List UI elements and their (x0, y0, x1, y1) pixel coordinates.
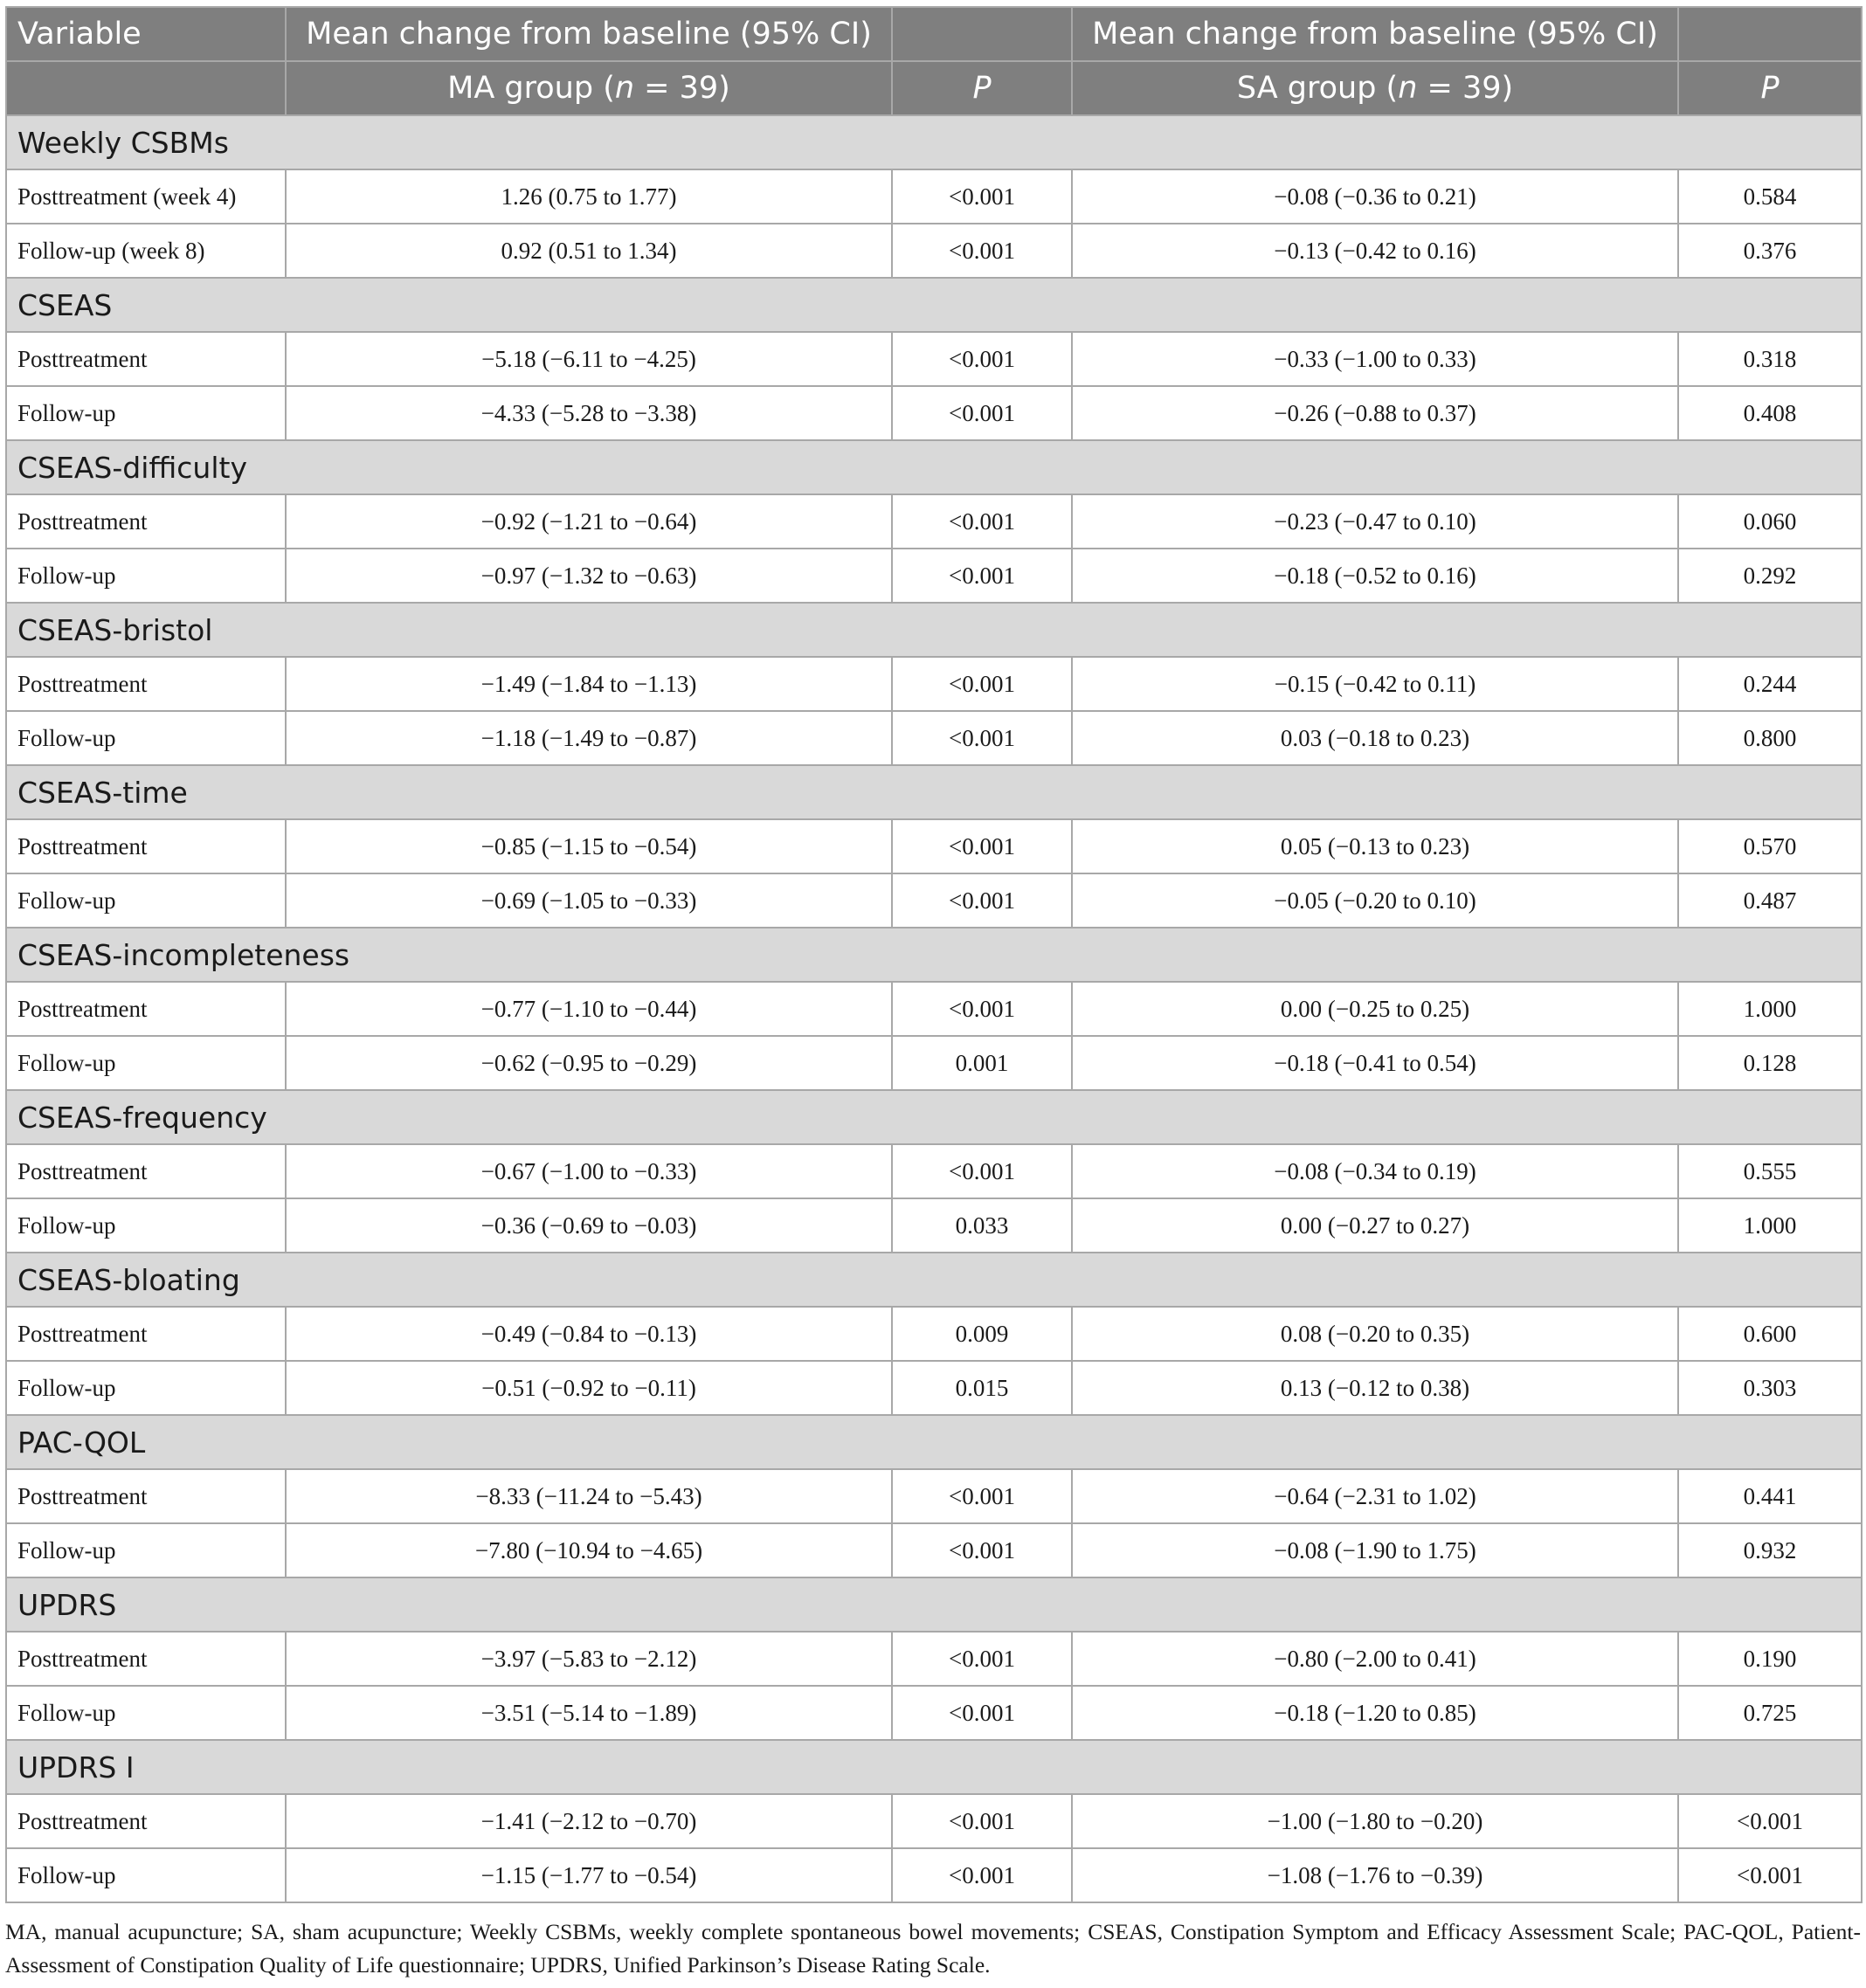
row-label: Posttreatment (6, 1632, 286, 1686)
ma-mean-change-cell: 1.26 (0.75 to 1.77) (286, 169, 892, 224)
sa-p-label: P (1760, 71, 1780, 106)
table-row (6, 1307, 1862, 1361)
ma-p-value-cell: <0.001 (892, 1848, 1072, 1902)
table-row (6, 873, 1862, 928)
row-label: Follow-up (6, 549, 286, 603)
row-label: Posttreatment (6, 1307, 286, 1361)
section-title: PAC-QOL (6, 1415, 1862, 1469)
ma-p-value-cell: <0.001 (892, 1686, 1072, 1740)
ma-p-label: P (972, 71, 992, 106)
sa-mean-change-cell: −0.18 (−1.20 to 0.85) (1072, 1686, 1678, 1740)
row-label: Posttreatment (6, 1469, 286, 1523)
sa-group-header (1072, 61, 1678, 115)
table-row (6, 1686, 1862, 1740)
ma-group-header (286, 61, 892, 115)
sa-mean-change-cell: 0.05 (−0.13 to 0.23) (1072, 819, 1678, 873)
section-row (6, 603, 1862, 657)
sa-p-value-cell: 0.800 (1678, 711, 1862, 765)
ma-mean-change-cell: −0.67 (−1.00 to −0.33) (286, 1144, 892, 1198)
sa-mean-change-cell: −0.13 (−0.42 to 0.16) (1072, 224, 1678, 278)
table-row (6, 982, 1862, 1036)
row-label: Follow-up (6, 1198, 286, 1253)
table-body (6, 115, 1862, 1902)
row-label: Follow-up (6, 1686, 286, 1740)
results-table (5, 6, 1863, 1903)
table-row (6, 1523, 1862, 1577)
sa-p-value-cell: 0.128 (1678, 1036, 1862, 1090)
ma-mean-change-cell: −0.51 (−0.92 to −0.11) (286, 1361, 892, 1415)
section-row (6, 1415, 1862, 1469)
ma-p-value-cell: <0.001 (892, 819, 1072, 873)
sa-p-value-cell: 1.000 (1678, 982, 1862, 1036)
section-title: CSEAS-difficulty (6, 440, 1862, 494)
sa-mean-change-cell: −0.18 (−0.52 to 0.16) (1072, 549, 1678, 603)
section-row (6, 928, 1862, 982)
ma-mean-change-cell: −0.69 (−1.05 to −0.33) (286, 873, 892, 928)
ma-p-value-cell: <0.001 (892, 386, 1072, 440)
table-row (6, 386, 1862, 440)
sa-p-value-cell: 0.303 (1678, 1361, 1862, 1415)
sa-p-value-cell: 0.600 (1678, 1307, 1862, 1361)
row-label: Follow-up (6, 1361, 286, 1415)
row-label: Follow-up (6, 386, 286, 440)
ma-mean-change-cell: −7.80 (−10.94 to −4.65) (286, 1523, 892, 1577)
sa-mean-change-cell: 0.03 (−0.18 to 0.23) (1072, 711, 1678, 765)
row-label: Posttreatment (6, 657, 286, 711)
table-row (6, 549, 1862, 603)
sa-mean-change-header: Mean change from baseline (95% CI) (1072, 7, 1678, 61)
sa-mean-change-cell: −0.18 (−0.41 to 0.54) (1072, 1036, 1678, 1090)
ma-p-value-cell: <0.001 (892, 982, 1072, 1036)
header-row-1 (6, 7, 1862, 61)
section-title: UPDRS I (6, 1740, 1862, 1794)
sa-mean-change-cell: 0.13 (−0.12 to 0.38) (1072, 1361, 1678, 1415)
table-row (6, 169, 1862, 224)
variable-header: Variable (6, 7, 286, 61)
sa-p-value-cell: 0.376 (1678, 224, 1862, 278)
ma-mean-change-cell: −0.49 (−0.84 to −0.13) (286, 1307, 892, 1361)
section-row (6, 1090, 1862, 1144)
ma-p-value-cell: <0.001 (892, 1632, 1072, 1686)
header-empty-cell (1678, 7, 1862, 61)
ma-mean-change-cell: −1.15 (−1.77 to −0.54) (286, 1848, 892, 1902)
results-table-container (5, 6, 1861, 1903)
ma-mean-change-cell: −8.33 (−11.24 to −5.43) (286, 1469, 892, 1523)
ma-mean-change-cell: −3.97 (−5.83 to −2.12) (286, 1632, 892, 1686)
ma-mean-change-cell: −3.51 (−5.14 to −1.89) (286, 1686, 892, 1740)
table-row (6, 1794, 1862, 1848)
ma-p-value-cell: <0.001 (892, 1523, 1072, 1577)
sa-p-value-cell: 1.000 (1678, 1198, 1862, 1253)
sa-p-value-cell: 0.318 (1678, 332, 1862, 386)
row-label: Posttreatment (6, 1144, 286, 1198)
table-row (6, 1198, 1862, 1253)
ma-p-value-cell: 0.015 (892, 1361, 1072, 1415)
section-row (6, 765, 1862, 819)
ma-group-prefix: MA group ( (447, 71, 615, 106)
ma-p-value-cell: <0.001 (892, 1144, 1072, 1198)
sa-mean-change-cell: −0.80 (−2.00 to 0.41) (1072, 1632, 1678, 1686)
section-row (6, 115, 1862, 169)
ma-p-value-cell: <0.001 (892, 332, 1072, 386)
sa-p-value-cell: 0.408 (1678, 386, 1862, 440)
ma-mean-change-cell: −0.77 (−1.10 to −0.44) (286, 982, 892, 1036)
ma-p-header (892, 61, 1072, 115)
sa-mean-change-cell: −0.64 (−2.31 to 1.02) (1072, 1469, 1678, 1523)
sa-p-value-cell: <0.001 (1678, 1848, 1862, 1902)
ma-group-n: n (614, 71, 635, 106)
ma-p-value-cell: <0.001 (892, 494, 1072, 549)
sa-p-value-cell: 0.932 (1678, 1523, 1862, 1577)
header-empty-cell (6, 61, 286, 115)
sa-mean-change-cell: −0.08 (−0.36 to 0.21) (1072, 169, 1678, 224)
sa-mean-change-cell: −0.08 (−1.90 to 1.75) (1072, 1523, 1678, 1577)
row-label: Follow-up (6, 1036, 286, 1090)
row-label: Follow-up (week 8) (6, 224, 286, 278)
row-label: Follow-up (6, 873, 286, 928)
table-footnote: MA, manual acupuncture; SA, sham acupuncture; Weekly CSBMs, weekly complete spontaneous bowel movements; CSEAS, Constipation Symptom and Efficacy Assessment Scale; PAC-QOL, Patient-Assessment of Constipation Quality of Life questionnaire; UPDRS, Unified Parkinson’s Disease Rating Scale. (5, 1919, 1861, 1978)
table-row (6, 1361, 1862, 1415)
table-row (6, 494, 1862, 549)
row-label: Posttreatment (6, 819, 286, 873)
ma-p-value-cell: <0.001 (892, 1794, 1072, 1848)
section-title: CSEAS (6, 278, 1862, 332)
sa-mean-change-cell: −0.05 (−0.20 to 0.10) (1072, 873, 1678, 928)
sa-p-header (1678, 61, 1862, 115)
section-title: Weekly CSBMs (6, 115, 1862, 169)
table-row (6, 224, 1862, 278)
sa-mean-change-cell: −0.33 (−1.00 to 0.33) (1072, 332, 1678, 386)
table-header (6, 7, 1862, 115)
sa-p-value-cell: 0.060 (1678, 494, 1862, 549)
sa-p-value-cell: 0.190 (1678, 1632, 1862, 1686)
table-row (6, 657, 1862, 711)
ma-p-value-cell: <0.001 (892, 657, 1072, 711)
sa-p-value-cell: 0.555 (1678, 1144, 1862, 1198)
row-label: Posttreatment (6, 1794, 286, 1848)
section-row (6, 1740, 1862, 1794)
ma-mean-change-cell: −1.18 (−1.49 to −0.87) (286, 711, 892, 765)
ma-p-value-cell: 0.033 (892, 1198, 1072, 1253)
sa-group-suffix: = 39) (1417, 71, 1514, 106)
ma-mean-change-cell: −0.36 (−0.69 to −0.03) (286, 1198, 892, 1253)
section-row (6, 1577, 1862, 1632)
sa-mean-change-cell: −0.15 (−0.42 to 0.11) (1072, 657, 1678, 711)
ma-mean-change-cell: −5.18 (−6.11 to −4.25) (286, 332, 892, 386)
table-row (6, 819, 1862, 873)
ma-p-value-cell: <0.001 (892, 1469, 1072, 1523)
sa-p-value-cell: 0.487 (1678, 873, 1862, 928)
table-row (6, 1036, 1862, 1090)
row-label: Follow-up (6, 1523, 286, 1577)
ma-p-value-cell: <0.001 (892, 549, 1072, 603)
ma-mean-change-cell: −0.85 (−1.15 to −0.54) (286, 819, 892, 873)
ma-mean-change-cell: −0.92 (−1.21 to −0.64) (286, 494, 892, 549)
ma-mean-change-cell: −1.41 (−2.12 to −0.70) (286, 1794, 892, 1848)
sa-mean-change-cell: −0.08 (−0.34 to 0.19) (1072, 1144, 1678, 1198)
sa-p-value-cell: 0.292 (1678, 549, 1862, 603)
ma-mean-change-cell: −0.97 (−1.32 to −0.63) (286, 549, 892, 603)
section-title: CSEAS-incompleteness (6, 928, 1862, 982)
ma-p-value-cell: <0.001 (892, 224, 1072, 278)
ma-p-value-cell: 0.001 (892, 1036, 1072, 1090)
table-row (6, 1632, 1862, 1686)
sa-group-prefix: SA group ( (1236, 71, 1399, 106)
sa-mean-change-cell: −1.00 (−1.80 to −0.20) (1072, 1794, 1678, 1848)
sa-p-value-cell: <0.001 (1678, 1794, 1862, 1848)
header-empty-cell (892, 7, 1072, 61)
sa-p-value-cell: 0.725 (1678, 1686, 1862, 1740)
row-label: Follow-up (6, 711, 286, 765)
ma-p-value-cell: <0.001 (892, 169, 1072, 224)
table-row (6, 332, 1862, 386)
sa-mean-change-cell: −0.23 (−0.47 to 0.10) (1072, 494, 1678, 549)
sa-mean-change-cell: 0.00 (−0.25 to 0.25) (1072, 982, 1678, 1036)
sa-group-n: n (1398, 71, 1418, 106)
section-row (6, 440, 1862, 494)
ma-mean-change-cell: −0.62 (−0.95 to −0.29) (286, 1036, 892, 1090)
ma-mean-change-cell: 0.92 (0.51 to 1.34) (286, 224, 892, 278)
sa-mean-change-cell: −1.08 (−1.76 to −0.39) (1072, 1848, 1678, 1902)
table-row (6, 1469, 1862, 1523)
section-row (6, 1253, 1862, 1307)
section-title: UPDRS (6, 1577, 1862, 1632)
sa-mean-change-cell: 0.00 (−0.27 to 0.27) (1072, 1198, 1678, 1253)
section-title: CSEAS-bloating (6, 1253, 1862, 1307)
sa-mean-change-cell: 0.08 (−0.20 to 0.35) (1072, 1307, 1678, 1361)
ma-p-value-cell: <0.001 (892, 873, 1072, 928)
table-row (6, 1144, 1862, 1198)
ma-group-suffix: = 39) (634, 71, 730, 106)
ma-mean-change-cell: −4.33 (−5.28 to −3.38) (286, 386, 892, 440)
sa-p-value-cell: 0.441 (1678, 1469, 1862, 1523)
row-label: Follow-up (6, 1848, 286, 1902)
ma-p-value-cell: 0.009 (892, 1307, 1072, 1361)
sa-p-value-cell: 0.570 (1678, 819, 1862, 873)
table-row (6, 711, 1862, 765)
section-title: CSEAS-frequency (6, 1090, 1862, 1144)
table-row (6, 1848, 1862, 1902)
row-label: Posttreatment (week 4) (6, 169, 286, 224)
header-row-2 (6, 61, 1862, 115)
sa-mean-change-cell: −0.26 (−0.88 to 0.37) (1072, 386, 1678, 440)
section-title: CSEAS-bristol (6, 603, 1862, 657)
row-label: Posttreatment (6, 332, 286, 386)
row-label: Posttreatment (6, 982, 286, 1036)
ma-p-value-cell: <0.001 (892, 711, 1072, 765)
sa-p-value-cell: 0.584 (1678, 169, 1862, 224)
ma-mean-change-header: Mean change from baseline (95% CI) (286, 7, 892, 61)
ma-mean-change-cell: −1.49 (−1.84 to −1.13) (286, 657, 892, 711)
row-label: Posttreatment (6, 494, 286, 549)
section-row (6, 278, 1862, 332)
sa-p-value-cell: 0.244 (1678, 657, 1862, 711)
section-title: CSEAS-time (6, 765, 1862, 819)
